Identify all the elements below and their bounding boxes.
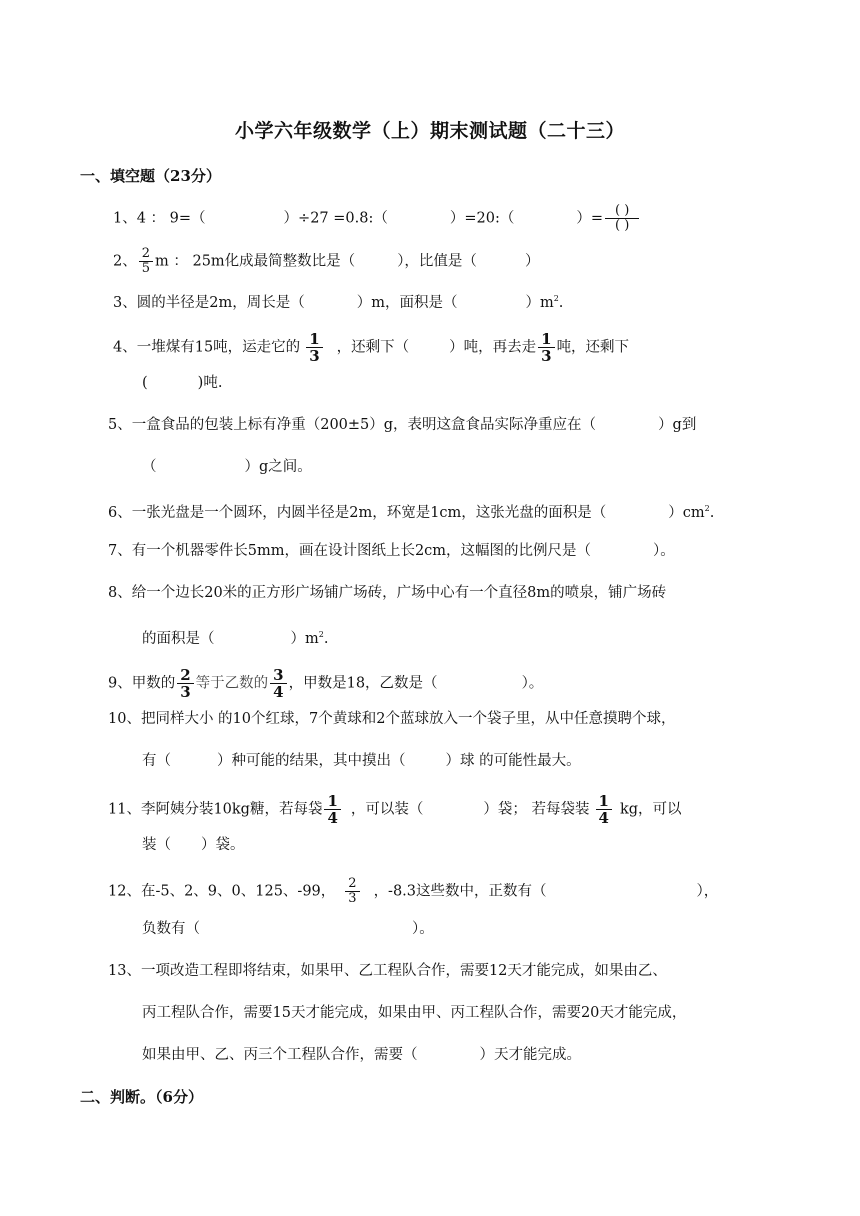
- question-13: [108, 961, 667, 981]
- question-8-line-2: [142, 625, 328, 649]
- question-8: [108, 583, 666, 603]
- q4-fraction-1: $\frac{1}{3}$: [306, 331, 322, 364]
- q2-text-a: 2、: [113, 253, 137, 270]
- section-true-false: 二、判断。（6分）: [80, 1088, 203, 1106]
- question-10-line-2: [142, 751, 581, 771]
- question-11-line-2: [142, 835, 245, 855]
- q13-text-d: ）天才能完成。: [479, 1047, 581, 1063]
- q6-superscript: 2: [704, 504, 710, 513]
- q12-text-a: 12、在-5、2、9、0、125、-99，: [108, 883, 336, 900]
- q4-text-d: 吨，还剩下: [556, 339, 630, 356]
- q11-text-c: ）袋； 若每袋装: [483, 801, 590, 818]
- q2-text-d: ）: [524, 253, 540, 270]
- q8-superscript: 2: [318, 630, 324, 639]
- q12-text-c: ），: [696, 883, 719, 900]
- question-4: [113, 331, 629, 364]
- q4-text-f: )吨.: [197, 375, 223, 391]
- q1-text-b: ）÷27 =0.8:（: [283, 210, 388, 227]
- q10-text-c: ）种可能的结果，其中摸出（: [217, 753, 406, 769]
- q10-text-b: 有（: [142, 753, 171, 769]
- q7-text-a: 7、有一个机器零件长5mm，画在设计图纸上长2cm，这幅图的比例尺是（: [108, 543, 592, 559]
- q3-text-a: 3、圆的半径是2m，周长是（: [113, 294, 305, 311]
- q6-text-a: 6、一张光盘是一个圆环，内圆半径是2m，环宽是1cm，这张光盘的面积是（: [108, 504, 607, 521]
- q4-text-c: ）吨，再去走: [449, 339, 537, 356]
- q12-text-b: ，-8.3这些数中，正数有（: [373, 883, 547, 900]
- q1-fraction-blank: ( ) ( ): [605, 204, 639, 233]
- section-fill-blank: 一、填空题（23分）: [80, 167, 221, 185]
- question-12: [108, 877, 718, 906]
- q1-text-a: 1、4 ： 9=（: [113, 210, 206, 227]
- question-10: [108, 709, 675, 729]
- question-7: [108, 541, 675, 561]
- q11-text-f: ）袋。: [201, 837, 245, 853]
- question-4-line-2: [142, 373, 222, 393]
- q4-fraction-2: $\frac{1}{3}$: [538, 331, 554, 364]
- q11-fraction-2: $\frac{1}{4}$: [596, 793, 612, 826]
- q11-fraction-1: $\frac{1}{4}$: [324, 793, 340, 826]
- q9-text-d: ）。: [521, 675, 544, 692]
- q3-text-d: .: [558, 294, 564, 311]
- q9-fraction-1: $\frac{2}{3}$: [177, 667, 193, 700]
- q13-text-b: 丙工程队合作，需要15天才能完成，如果由甲、丙工程队合作，需要20天才能完成，: [142, 1005, 687, 1021]
- question-5: [108, 415, 696, 435]
- question-1: [113, 204, 641, 233]
- q3-text-c: ）m: [525, 294, 554, 311]
- q2-text-c: ），比值是（: [397, 253, 477, 270]
- q11-text-b: ，可以装（: [350, 801, 424, 818]
- q9-text-c: ，甲数是18，乙数是（: [288, 675, 438, 692]
- question-3: [113, 289, 563, 313]
- q10-text-d: ）球 的可能性最大。: [445, 753, 581, 769]
- question-12-line-2: [142, 919, 434, 939]
- q6-text-c: .: [709, 504, 715, 521]
- q4-text-e: (: [142, 375, 148, 391]
- question-9: [108, 667, 543, 700]
- q3-text-b: ）m，面积是（: [356, 294, 458, 311]
- q4-text-b: ，还剩下（: [336, 339, 410, 356]
- q8-text-c: ）m: [290, 630, 319, 647]
- q1-text-d: ）=: [576, 210, 604, 227]
- q13-text-a: 13、一项改造工程即将结束，如果甲、乙工程队合作，需要12天才能完成，如果由乙、: [108, 963, 667, 979]
- question-13-line-2: [142, 1003, 686, 1023]
- q8-text-a: 8、给一个边长20米的正方形广场铺广场砖，广场中心有一个直径8m的喷泉，铺广场砖: [108, 585, 667, 601]
- q12-fraction: $\frac{2}{3}$: [345, 877, 359, 906]
- q9-fraction-2: $\frac{3}{4}$: [270, 667, 286, 700]
- page-title: 小学六年级数学（上）期末测试题（二十三）: [234, 120, 625, 142]
- q11-text-e: 装（: [142, 837, 171, 853]
- q12-text-e: ）。: [412, 921, 434, 937]
- q11-text-a: 11、李阿姨分装10kg糖，若每袋: [108, 801, 323, 818]
- q7-text-b: ）。: [653, 543, 675, 559]
- q1-text-c: ）=20:（: [449, 210, 515, 227]
- q3-superscript: 2: [553, 294, 559, 303]
- q10-text-a: 10、把同样大小 的10个红球，7个黄球和2个蓝球放入一个袋子里，从中任意摸聘个球，: [108, 711, 676, 727]
- q9-text-a: 9、甲数的: [108, 675, 176, 692]
- q2-text-b: m ： 25m化成最简整数比是（: [155, 253, 356, 270]
- q5-text-b: ）g到: [658, 417, 697, 433]
- q13-text-c: 如果由甲、乙、丙三个工程队合作，需要（: [142, 1047, 418, 1063]
- q8-text-d: .: [323, 630, 329, 647]
- q8-text-b: 的面积是（: [142, 630, 215, 647]
- question-13-line-3: [142, 1045, 581, 1065]
- question-11: [108, 793, 682, 826]
- q5-text-a: 5、一盒食品的包装上标有净重（200±5）g，表明这盒食品实际净重应在（: [108, 417, 597, 433]
- q2-fraction: $\frac{2}{5}$: [139, 247, 153, 276]
- q6-text-b: ）cm: [668, 504, 705, 521]
- q4-text-a: 4、一堆煤有15吨，运走它的: [113, 339, 301, 356]
- q9-text-b: 等于乙数的: [195, 675, 269, 692]
- question-5-line-2: [142, 457, 312, 477]
- question-2: [113, 247, 539, 276]
- q12-text-d: 负数有（: [142, 921, 200, 937]
- q5-text-d: ）g之间。: [244, 459, 312, 475]
- q5-text-c: （: [142, 459, 157, 475]
- question-6: [108, 499, 714, 523]
- q11-text-d: kg，可以: [619, 801, 682, 818]
